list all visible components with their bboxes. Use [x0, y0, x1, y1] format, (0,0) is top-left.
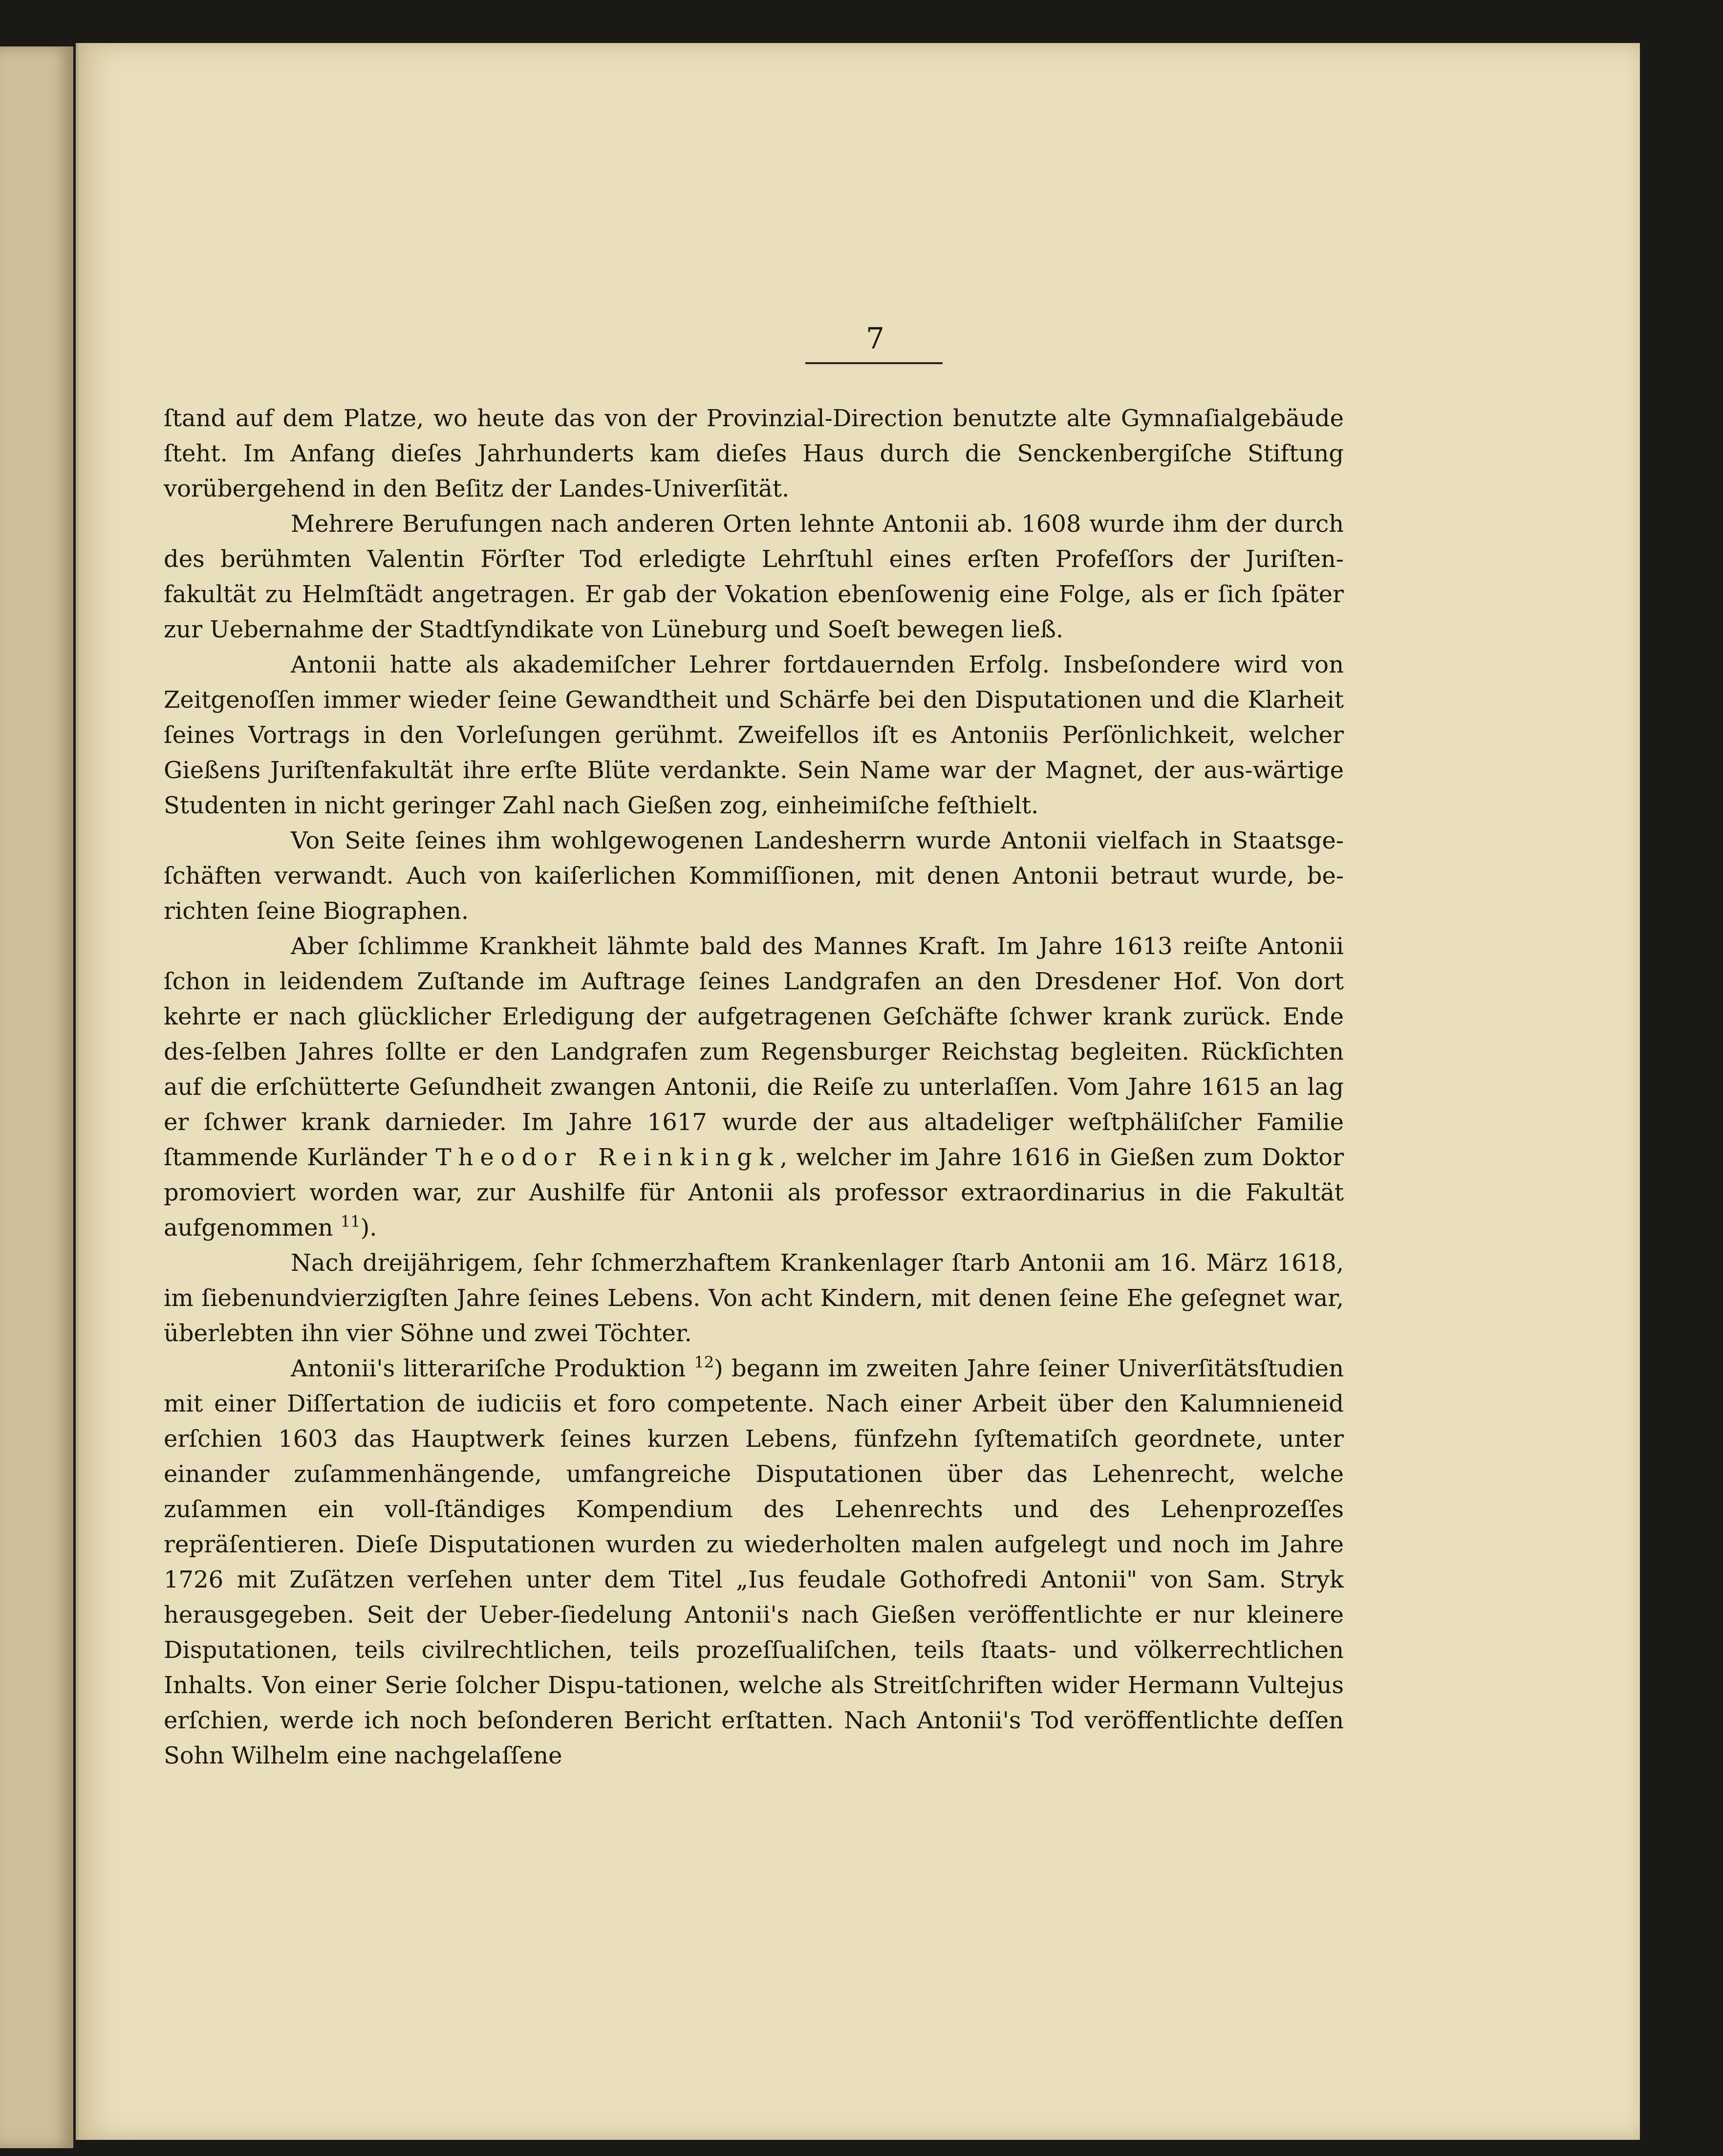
body-text — [164, 401, 1344, 1773]
footnote-ref-11: 11 — [340, 1212, 361, 1231]
paragraph-5-text-c: ). — [360, 1214, 377, 1241]
footnote-ref-12: 12 — [694, 1353, 714, 1372]
paragraph-2: Mehrere Berufungen nach anderen Orten lehnte Antonii ab. 1608 wurde ihm der durch des berühmten Valentin Förſter Tod erledigte Lehrſtuhl eines erſten Profeſſors der Juriſten-fakultät zu Helmſtädt angetragen. Er gab der Vokation ebenſowenig eine Folge, als er ſich ſpäter zur Uebernahme der Stadtſyndikate von Lüneburg und Soeſt bewegen ließ. — [164, 510, 1344, 643]
paragraph-6: Nach dreijährigem, ſehr ſchmerzhaftem Krankenlager ſtarb Antonii am 16. März 1618, im ſiebenundvierzigſten Jahre ſeines Lebens. Von acht Kindern, mit denen ſeine Ehe geſegnet war, überlebten ihn vier Söhne und zwei Töchter. — [164, 1249, 1344, 1347]
paragraph-5-text-b: , welcher im Jahre 1616 in Gießen zum Doktor promoviert worden war, zur Aushilfe für Antonii als professor extraordinarius in die Fakultät aufgenommen — [164, 1144, 1344, 1241]
paragraph-4: Von Seite ſeines ihm wohlgewogenen Landesherrn wurde Antonii vielfach in Staatsge-ſchäften verwandt. Auch von kaiſerlichen Kommiſſionen, mit denen Antonii betraut wurde, be-richten ſeine Biographen. — [164, 827, 1344, 925]
page-number-rule — [805, 362, 943, 364]
paragraph-3: Antonii hatte als akademiſcher Lehrer fortdauernden Erfolg. Insbeſondere wird von Zeitgenoſſen immer wieder ſeine Gewandtheit und Schärfe bei den Disputationen und die Klarheit ſeines Vortrags in den Vorleſungen gerühmt. Zweifellos iſt es Antoniis Perſönlichkeit, welcher Gießens Juriſtenfakultät ihre erſte Blüte verdankte. Sein Name war der Magnet, der aus-wärtige Studenten in nicht geringer Zahl nach Gießen zog, einheimiſche feſthielt. — [164, 651, 1344, 819]
paragraph-7-text-a: Antonii's litterariſche Produktion — [291, 1355, 686, 1382]
adjacent-page-edge — [0, 46, 73, 2148]
paragraph-5-text-a: Aber ſchlimme Krankheit lähmte bald des Mannes Kraft. Im Jahre 1613 reiſte Antonii ſchon in leidendem Zuſtande im Auftrage ſeines Landgrafen an den Dresdener Hof. Von dort kehrte er nach glücklicher Erledigung der aufgetragenen Geſchäfte ſchwer krank zurück. Ende des-ſelben Jahres ſollte er den Landgrafen zum Regensburger Reichstag begleiten. Rückſichten auf die erſchütterte Geſundheit zwangen Antonii, die Reiſe zu unterlaſſen. Vom Jahre 1615 an lag er ſchwer krank darnieder. Im Jahre 1617 wurde der aus altadeliger weſtphäliſcher Familie ſtammende Kurländer — [164, 933, 1344, 1171]
paragraph-7-text-b: ) begann im zweiten Jahre ſeiner Univerſitätsſtudien mit einer Diſſertation de iudiciis et foro competente. Nach einer Arbeit über den Kalumnieneid erſchien 1603 das Hauptwerk ſeines kurzen Lebens, fünfzehn ſyſtematiſch geordnete, unter einander zuſammenhängende, umfangreiche Disputationen über das Lehenrecht, welche zuſammen ein voll-ſtändiges Kompendium des Lehenrechts und des Lehenprozeſſes repräſentieren. Dieſe Disputationen wurden zu wiederholten malen aufgelegt und noch im Jahre 1726 mit Zuſätzen verſehen unter dem Titel „Ius feudale Gothofredi Antonii" von Sam. Stryk herausgegeben. Seit der Ueber-ſiedelung Antonii's nach Gießen veröffentlichte er nur kleinere Disputationen, teils civilrechtlichen, teils prozeſſualiſchen, teils ſtaats- und völkerrechtlichen Inhalts. Von einer Serie ſolcher Dispu-tationen, welche als Streitſchriften wider Hermann Vultejus erſchien, werde ich noch beſonderen Bericht erſtatten. Nach Antonii's Tod veröffentlichte deſſen Sohn Wilhelm eine nachgelaſſene — [164, 1355, 1344, 1769]
paragraph-1: ſtand auf dem Platze, wo heute das von der Provinzial-Direction benutzte alte Gymnaſialgebäude ſteht. Im Anfang dieſes Jahrhunderts kam dieſes Haus durch die Senckenbergiſche Stiftung vorübergehend in den Beſitz der Landes-Univerſität. — [164, 405, 1344, 502]
person-name: Theodor Reinkingk — [435, 1144, 780, 1171]
page-number: 7 — [865, 322, 885, 356]
paragraph-7 — [164, 1351, 1344, 1773]
paragraph-5 — [164, 929, 1344, 1245]
